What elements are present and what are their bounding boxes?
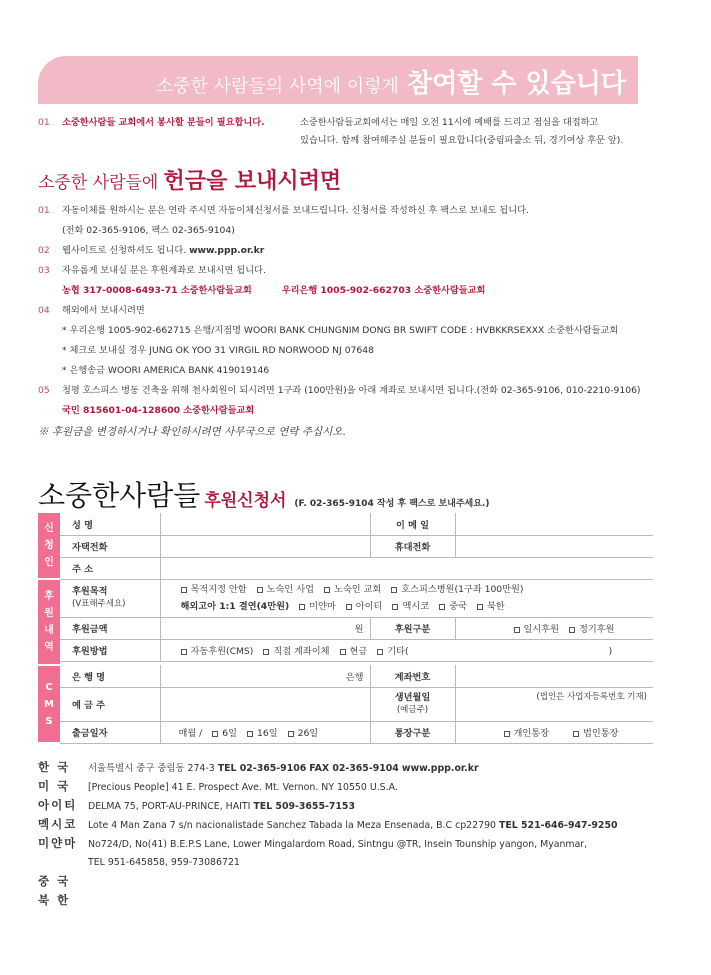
- method-options[interactable]: 자동후원(CMS) 직접 계좌이체 현금 기타( ): [160, 639, 653, 661]
- list-text: 자유롭게 보내실 분은 후원계좌로 보내시면 됩니다.: [62, 265, 266, 276]
- amount-field[interactable]: 원: [160, 617, 370, 639]
- checkbox-icon: [439, 604, 445, 610]
- label-home-phone: 자택전화: [60, 535, 160, 557]
- list-text: * 체크로 보내실 경우 JUNG OK YOO 31 VIRGIL RD NORWOOD NJ 07648: [62, 345, 374, 356]
- list-text: 웹사이트로 신청하셔도 됩니다.: [62, 245, 187, 256]
- home-phone-field[interactable]: [160, 535, 370, 557]
- donation-heading: [38, 164, 341, 195]
- address-row: 북 한: [38, 893, 71, 907]
- label-amount: 후원금액: [60, 617, 160, 639]
- application-form: [38, 513, 653, 744]
- banner: [38, 56, 638, 104]
- volunteer-text-2: 있습니다. 함께 참여해주실 분들이 필요합니다(중림파출소 뒤, 경기여상 후문 앞).: [300, 135, 624, 146]
- side-applicant: 신청인: [38, 513, 60, 579]
- address-row: 멕시코 Lote 4 Man Zana 7 s/n nacionalistade Sanchez Tabada la Meza Ensenada, B.C cp22790 TEL 521-646-947-9250: [38, 817, 618, 831]
- label-mobile: 휴대전화: [370, 535, 455, 557]
- checkbox-icon: [324, 587, 330, 593]
- side-donation: 후원내역: [38, 579, 60, 665]
- list-text: 자동이체를 원하시는 분은 연락 주시면 자동이체신청서를 보내드립니다. 신청서를 작성하신 후 팩스로 보내도 됩니다.: [62, 205, 529, 216]
- name-field[interactable]: [160, 513, 370, 535]
- heading-part-a: 소중한 사람들에: [38, 173, 159, 193]
- item-number: 01: [38, 117, 50, 128]
- checkbox-icon: [299, 604, 305, 610]
- heading-part-b: 헌금을 보내시려면: [163, 168, 342, 194]
- checkbox-icon: [257, 587, 263, 593]
- banner-title: 참여할 수 있습니다: [406, 69, 626, 99]
- form-title-sub: 후원신청서: [204, 491, 287, 511]
- item-number: 04: [38, 305, 50, 316]
- label-account: 계좌번호: [370, 665, 455, 687]
- label-purpose: 후원목적 (V표해주세요): [60, 579, 160, 617]
- label-birth: 생년월일 (예금주): [370, 687, 455, 721]
- form-title: [38, 474, 489, 514]
- account-woori: 우리은행 1005-902-662703 소중한사람들교회: [281, 285, 486, 296]
- label-address: 주 소: [60, 557, 160, 579]
- address-row: TEL 951-645858, 959-73086721: [88, 857, 240, 868]
- addresses: [38, 758, 618, 910]
- label-email: 이 메 일: [370, 513, 455, 535]
- checkbox-icon: [181, 587, 187, 593]
- item-number: 03: [38, 265, 50, 276]
- account-field[interactable]: [455, 665, 653, 687]
- holder-field[interactable]: [160, 687, 370, 721]
- bank-field[interactable]: 은행: [160, 665, 370, 687]
- list-text: * 우리은행 1005-902-662715 은행/지점명 WOORI BANK CHUNGNIM DONG BR SWIFT CODE : HVBKKRSEXXX 소중한사람들교회: [62, 325, 619, 336]
- list-text: * 은행송금 WOORI AMERICA BANK 419019146: [62, 365, 270, 376]
- website-link[interactable]: www.ppp.or.kr: [189, 245, 265, 256]
- purpose-options[interactable]: 목적지정 안함 노숙인 사업 노숙인 교회 호스피스병원(1구좌 100만원) 해외고아 1:1 결연(4만원) 미얀마 아이티 멕시코 중국 북한: [160, 579, 653, 617]
- volunteer-title: 소중한사람들 교회에서 봉사할 분들이 필요합니다.: [62, 117, 265, 128]
- item-number: 01: [38, 205, 50, 216]
- label-date: 출금일자: [60, 721, 160, 743]
- item-number: 02: [38, 245, 50, 256]
- address-row: 한 국 서울특별시 중구 중림동 274-3 TEL 02-365-9106 FAX 02-365-9104 www.ppp.or.kr: [38, 760, 479, 774]
- label-holder: 예 금 주: [60, 687, 160, 721]
- date-options[interactable]: 매월 / 6일 16일 26일: [160, 721, 370, 743]
- label-kind: 후원구분: [370, 617, 455, 639]
- account-type-options[interactable]: 개인통장 법인통장: [455, 721, 653, 743]
- checkbox-icon: [477, 604, 483, 610]
- list-text: 청평 호스피스 병동 건축을 위해 천사회원이 되시려면 1구좌 (100만원)을 아래 계좌로 보내시면 됩니다.(전화 02-365-9106, 010-2210-9106): [62, 385, 641, 396]
- donation-list: [38, 204, 668, 424]
- label-method: 후원방법: [60, 639, 160, 661]
- kind-options[interactable]: 일시후원 정기후원: [455, 617, 653, 639]
- note: ※ 후원금을 변경하시거나 확인하시려면 사무국으로 연락 주십시오.: [38, 426, 346, 438]
- address-row: 미 국 [Precious People] 41 E. Prospect Ave. Mt. Vernon. NY 10550 U.S.A.: [38, 779, 398, 793]
- address-field[interactable]: [160, 557, 653, 579]
- checkbox-icon: [346, 604, 352, 610]
- account-nh: 농협 317-0008-6493-71 소중한사람들교회: [62, 285, 252, 296]
- address-row: 중 국: [38, 874, 71, 888]
- list-text: (전화 02-365-9106, 팩스 02-365-9104): [62, 225, 235, 236]
- side-cms: CMS: [38, 665, 60, 743]
- item-number: 05: [38, 385, 50, 396]
- banner-pre: 소중한 사람들의 사역에 이렇게: [155, 76, 399, 97]
- address-row: 미얀마 No724/D, No(41) B.E.P.S Lane, Lower Mingalardom Road, Sintngu @TR, Insein Tounship yangon, Myanmar,: [38, 836, 588, 850]
- label-account-type: 통장구분: [370, 721, 455, 743]
- account-kookmin: 국민 815601-04-128600 소중한사람들교회: [62, 405, 255, 416]
- birth-field[interactable]: (법인은 사업자등록번호 기재): [455, 687, 653, 721]
- label-bank: 은 행 명: [60, 665, 160, 687]
- address-row: 아이티 DELMA 75, PORT-AU-PRINCE, HAITI TEL 509-3655-7153: [38, 798, 355, 812]
- checkbox-icon: [392, 604, 398, 610]
- mobile-field[interactable]: [455, 535, 653, 557]
- form-fax-note: (F. 02-365-9104 작성 후 팩스로 보내주세요.): [294, 499, 490, 509]
- form-title-main: 소중한사람들: [38, 479, 201, 512]
- volunteer-text-1: 소중한사람들교회에서는 매일 오전 11시에 예배를 드리고 점심을 대접하고: [300, 117, 599, 128]
- checkbox-icon: [391, 587, 397, 593]
- email-field[interactable]: [455, 513, 653, 535]
- label-name: 성 명: [60, 513, 160, 535]
- list-text: 해외에서 보내시려면: [62, 305, 145, 316]
